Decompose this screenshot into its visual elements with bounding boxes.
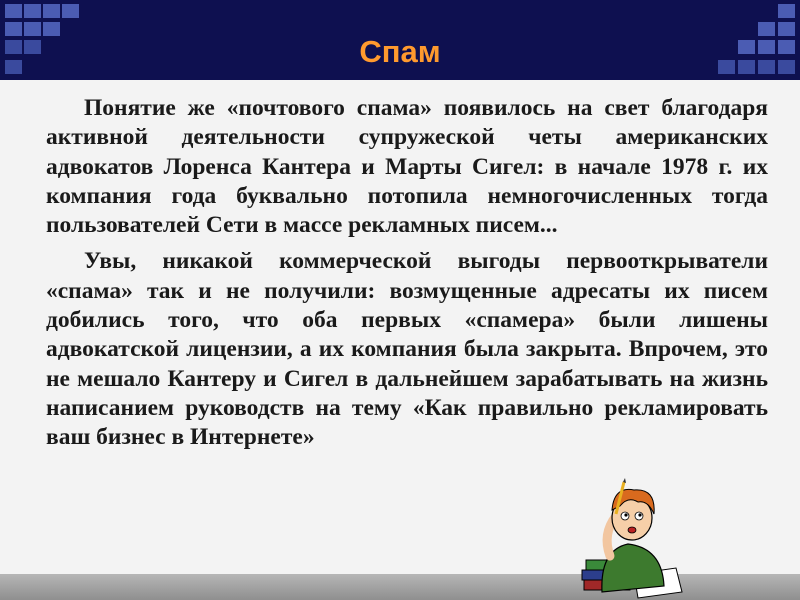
deco-square [5,4,22,18]
slide-body [46,94,768,453]
paragraph-1: Понятие же «почтового спама» появилось на свет благодаря активной деятельности супружеской четы американских адвокатов Лоренса Кантера и Марты Сигел: в начале 1978 г. их компания года буквально потопила немногочисленных тогда пользователей Сети в массе рекламных писем... [46,95,768,239]
deco-square [62,4,79,18]
slide-header [0,0,800,80]
slide-title: Спам [359,34,441,69]
deco-square [43,4,60,18]
paragraph-2: Увы, никакой коммерческой выгоды первооткрыватели «спама» так и не получили: возмущенные адресаты их писем добились того, что оба первых «спамера» были лишены адвокатской лицензии, а их компания была закрыта. Впрочем, это не мешало Кантеру и Сигел в дальнейшем зарабатывать на жизнь написанием руководств на тему «Как правильно рекламировать ваш бизнес в Интернете» [46,248,768,451]
deco-square [778,4,795,18]
thinking-student-icon [572,474,684,600]
deco-square [24,4,41,18]
